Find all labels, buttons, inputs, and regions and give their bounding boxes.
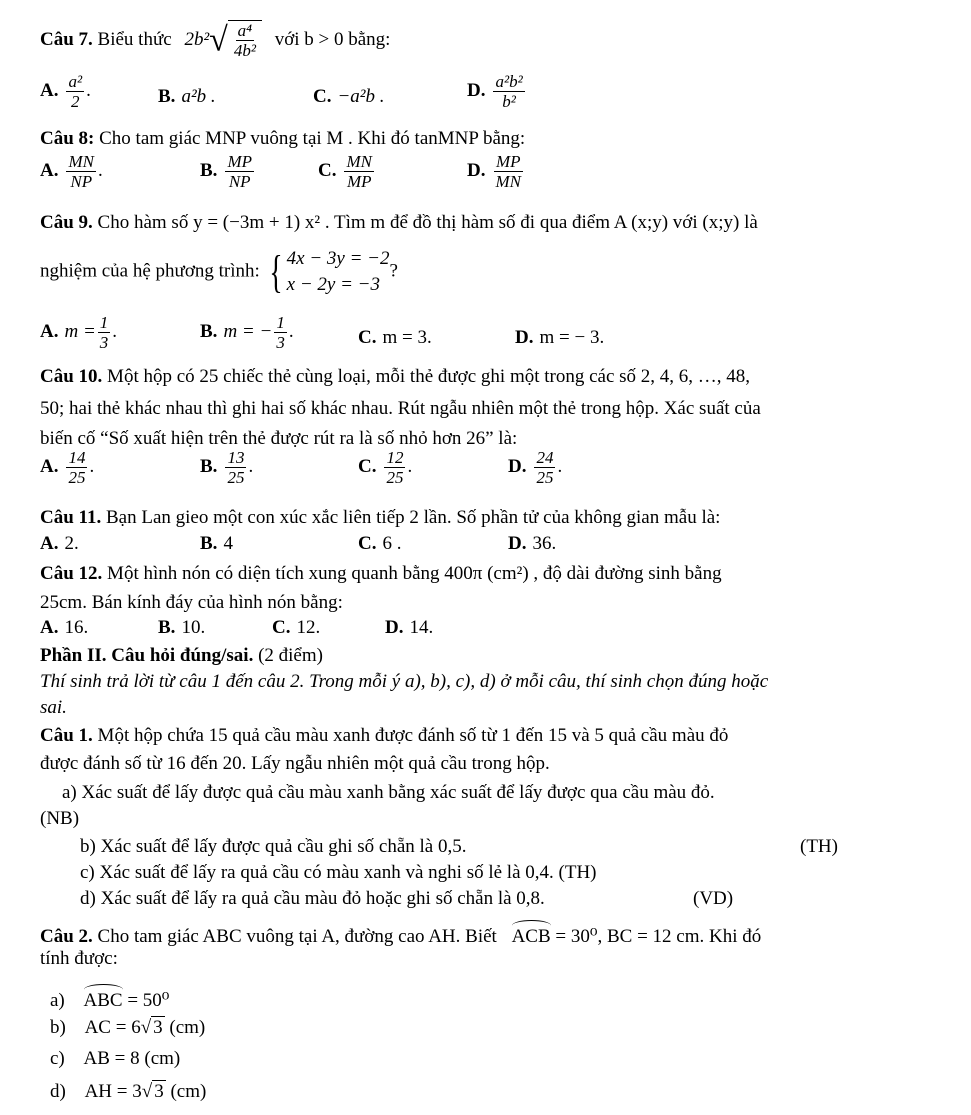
p2q2-item-a[interactable]: a) ABC = 50⁰	[50, 984, 169, 1012]
q8-option-d[interactable]: D. $\frac{MP}{MN}$	[467, 152, 521, 191]
q10-text1: Một hộp có 25 chiếc thẻ cùng loại, mỗi thẻ được ghi một trong các số 2, 4, 6, …, 48,	[107, 366, 751, 387]
q7-rad-num: a⁴	[237, 21, 253, 40]
q9-label: Câu 9.	[40, 212, 93, 233]
q9-option-b[interactable]: B. m = − $\frac{1}{3}$ .	[200, 313, 294, 352]
q10-option-c[interactable]: C. $\frac{12}{25}$ .	[358, 448, 413, 487]
q10-line2: 50; hai thẻ khác nhau thì ghi hai số khác nhau. Rút ngẫu nhiên một thẻ trong hộp. Xác suất của	[40, 398, 761, 419]
p2q2-line1	[40, 920, 761, 948]
q11-option-b[interactable]: B. 4	[200, 533, 233, 554]
q8-option-c[interactable]: C. $\frac{MN}{MP}$	[318, 152, 372, 191]
p2q2-item-d[interactable]: d) AH = 3√ 3 (cm)	[50, 1081, 207, 1102]
p2q2-angle-val: = 30⁰	[555, 926, 598, 947]
q12-label: Câu 12.	[40, 563, 103, 584]
p2q1-item-c[interactable]: c) Xác suất để lấy ra quả cầu có màu xanh và nghi số lẻ là 0,4. (TH)	[80, 862, 597, 883]
q11-text: Bạn Lan gieo một con xúc xắc liên tiếp 2 lần. Số phần tử của không gian mẫu là:	[106, 507, 721, 528]
part2-points: (2 điểm)	[258, 645, 323, 666]
q9-line1: Cho hàm số y = (−3m + 1) x² . Tìm m để đồ thị hàm số đi qua điểm A (x;y) với (x;y) là	[97, 212, 758, 233]
q7-text: Biểu thức	[97, 28, 172, 50]
p2q1-item-b-tag: (TH)	[800, 836, 838, 857]
q7-cond: với b > 0 bằng:	[274, 28, 391, 50]
p2q1-item-a[interactable]: a) Xác suất để lấy được quả cầu màu xanh bằng xác suất để lấy được qua cầu màu đỏ.	[62, 782, 715, 803]
q7-option-a[interactable]: A. $\frac{\text{a²}}{2}$ .	[40, 72, 91, 111]
p2q2-post: , BC = 12 cm. Khi đó	[597, 926, 762, 947]
q10-option-a[interactable]: A. $\frac{14}{25}$ .	[40, 448, 95, 487]
p2q1-item-a-tag: (NB)	[40, 808, 80, 829]
q11-stem	[40, 507, 720, 529]
p2q2-line2: tính được:	[40, 948, 118, 969]
p2q2-pre: Cho tam giác ABC vuông tại A, đường cao AH. Biết	[97, 926, 497, 947]
sqrt-icon: √	[140, 1017, 152, 1038]
q7-option-c[interactable]: C. −a²b .	[313, 86, 385, 107]
p2q2-angle: ACB	[512, 920, 551, 948]
q10-option-b[interactable]: B. $\frac{13}{25}$ .	[200, 448, 254, 487]
q8-stem	[40, 128, 525, 150]
q12-text1: Một hình nón có diện tích xung quanh bằng 400π (cm²) , độ dài đường sinh bằng	[107, 563, 722, 584]
p2q1-item-b[interactable]: b) Xác suất để lấy được quả cầu ghi số chẵn là 0,5.	[80, 836, 467, 857]
p2q1-line2: được đánh số từ 16 đến 20. Lấy ngẫu nhiên một quả cầu trong hộp.	[40, 753, 550, 774]
q10-option-d[interactable]: D. $\frac{24}{25}$ .	[508, 448, 563, 487]
q10-label: Câu 10.	[40, 366, 103, 387]
q8-option-a[interactable]: A. $\frac{MN}{NP}$ .	[40, 152, 103, 191]
sqrt-icon: √	[209, 21, 228, 59]
q7-option-b[interactable]: B. a²b .	[158, 86, 216, 107]
sqrt-icon: √	[141, 1081, 153, 1102]
q11-option-d[interactable]: D. 36.	[508, 533, 557, 554]
p2q2-item-b[interactable]: b) AC = 6√ 3 (cm)	[50, 1017, 206, 1038]
brace-icon: {	[268, 246, 283, 297]
q7-coef: 2b²	[184, 28, 210, 50]
q10-line1	[40, 366, 750, 388]
q12-line1	[40, 563, 722, 585]
q7-label: Câu 7.	[40, 28, 93, 50]
q12-option-b[interactable]: B. 10.	[158, 617, 206, 638]
q9-qmark: ?	[389, 260, 398, 282]
q9-system-line	[40, 246, 398, 298]
p2q1-line1	[40, 725, 728, 747]
q12-option-d[interactable]: D. 14.	[385, 617, 434, 638]
q12-option-c[interactable]: C. 12.	[272, 617, 321, 638]
q9-line2: nghiệm của hệ phương trình:	[40, 260, 260, 282]
q7-rad-den: 4b²	[233, 41, 256, 60]
q7-option-d[interactable]: D. $\frac{\text{a²b²}}{\text{b²}}$	[467, 72, 523, 111]
p2q2-label: Câu 2.	[40, 926, 93, 947]
part2-instr1: Thí sinh trả lời từ câu 1 đến câu 2. Trong mỗi ý a), b), c), d) ở mỗi câu, thí sinh chọn đúng hoặc	[40, 671, 769, 692]
p2q1-text1: Một hộp chứa 15 quả cầu màu xanh được đánh số từ 1 đến 15 và 5 quả cầu màu đỏ	[97, 725, 729, 746]
q9-stem	[40, 212, 758, 234]
q9-option-d[interactable]: D. m = − 3.	[515, 327, 605, 348]
q9-option-c[interactable]: C. m = 3.	[358, 327, 432, 348]
part2-title: Phần II. Câu hỏi đúng/sai.	[40, 645, 254, 666]
p2q2-item-c[interactable]: c) AB = 8 (cm)	[50, 1048, 181, 1069]
p2q1-label: Câu 1.	[40, 725, 93, 746]
q8-label: Câu 8:	[40, 128, 95, 149]
part2-heading	[40, 645, 323, 667]
q9-eq1: 4x − 3y = −2	[286, 248, 390, 269]
q11-option-c[interactable]: C. 6 .	[358, 533, 402, 554]
q8-text: Cho tam giác MNP vuông tại M . Khi đó tanMNP bằng:	[99, 128, 526, 149]
q11-label: Câu 11.	[40, 507, 102, 528]
q12-line2: 25cm. Bán kính đáy của hình nón bằng:	[40, 592, 343, 613]
p2q1-item-d[interactable]: d) Xác suất để lấy ra quả cầu màu đỏ hoặc ghi số chẵn là 0,8.	[80, 888, 545, 909]
q7-stem	[40, 20, 390, 60]
q12-option-a[interactable]: A. 16.	[40, 617, 89, 638]
q8-option-b[interactable]: B. $\frac{MP}{NP}$	[200, 152, 252, 191]
q9-eq2: x − 2y = −3	[286, 274, 380, 295]
q9-option-a[interactable]: A. m = $\frac{1}{3}$ .	[40, 313, 118, 352]
p2q1-item-d-tag: (VD)	[693, 888, 734, 909]
q11-option-a[interactable]: A. 2.	[40, 533, 79, 554]
part2-instr2: sai.	[40, 697, 67, 718]
q10-line3: biến cố “Số xuất hiện trên thẻ được rút ra là số nhỏ hơn 26” là:	[40, 428, 518, 449]
